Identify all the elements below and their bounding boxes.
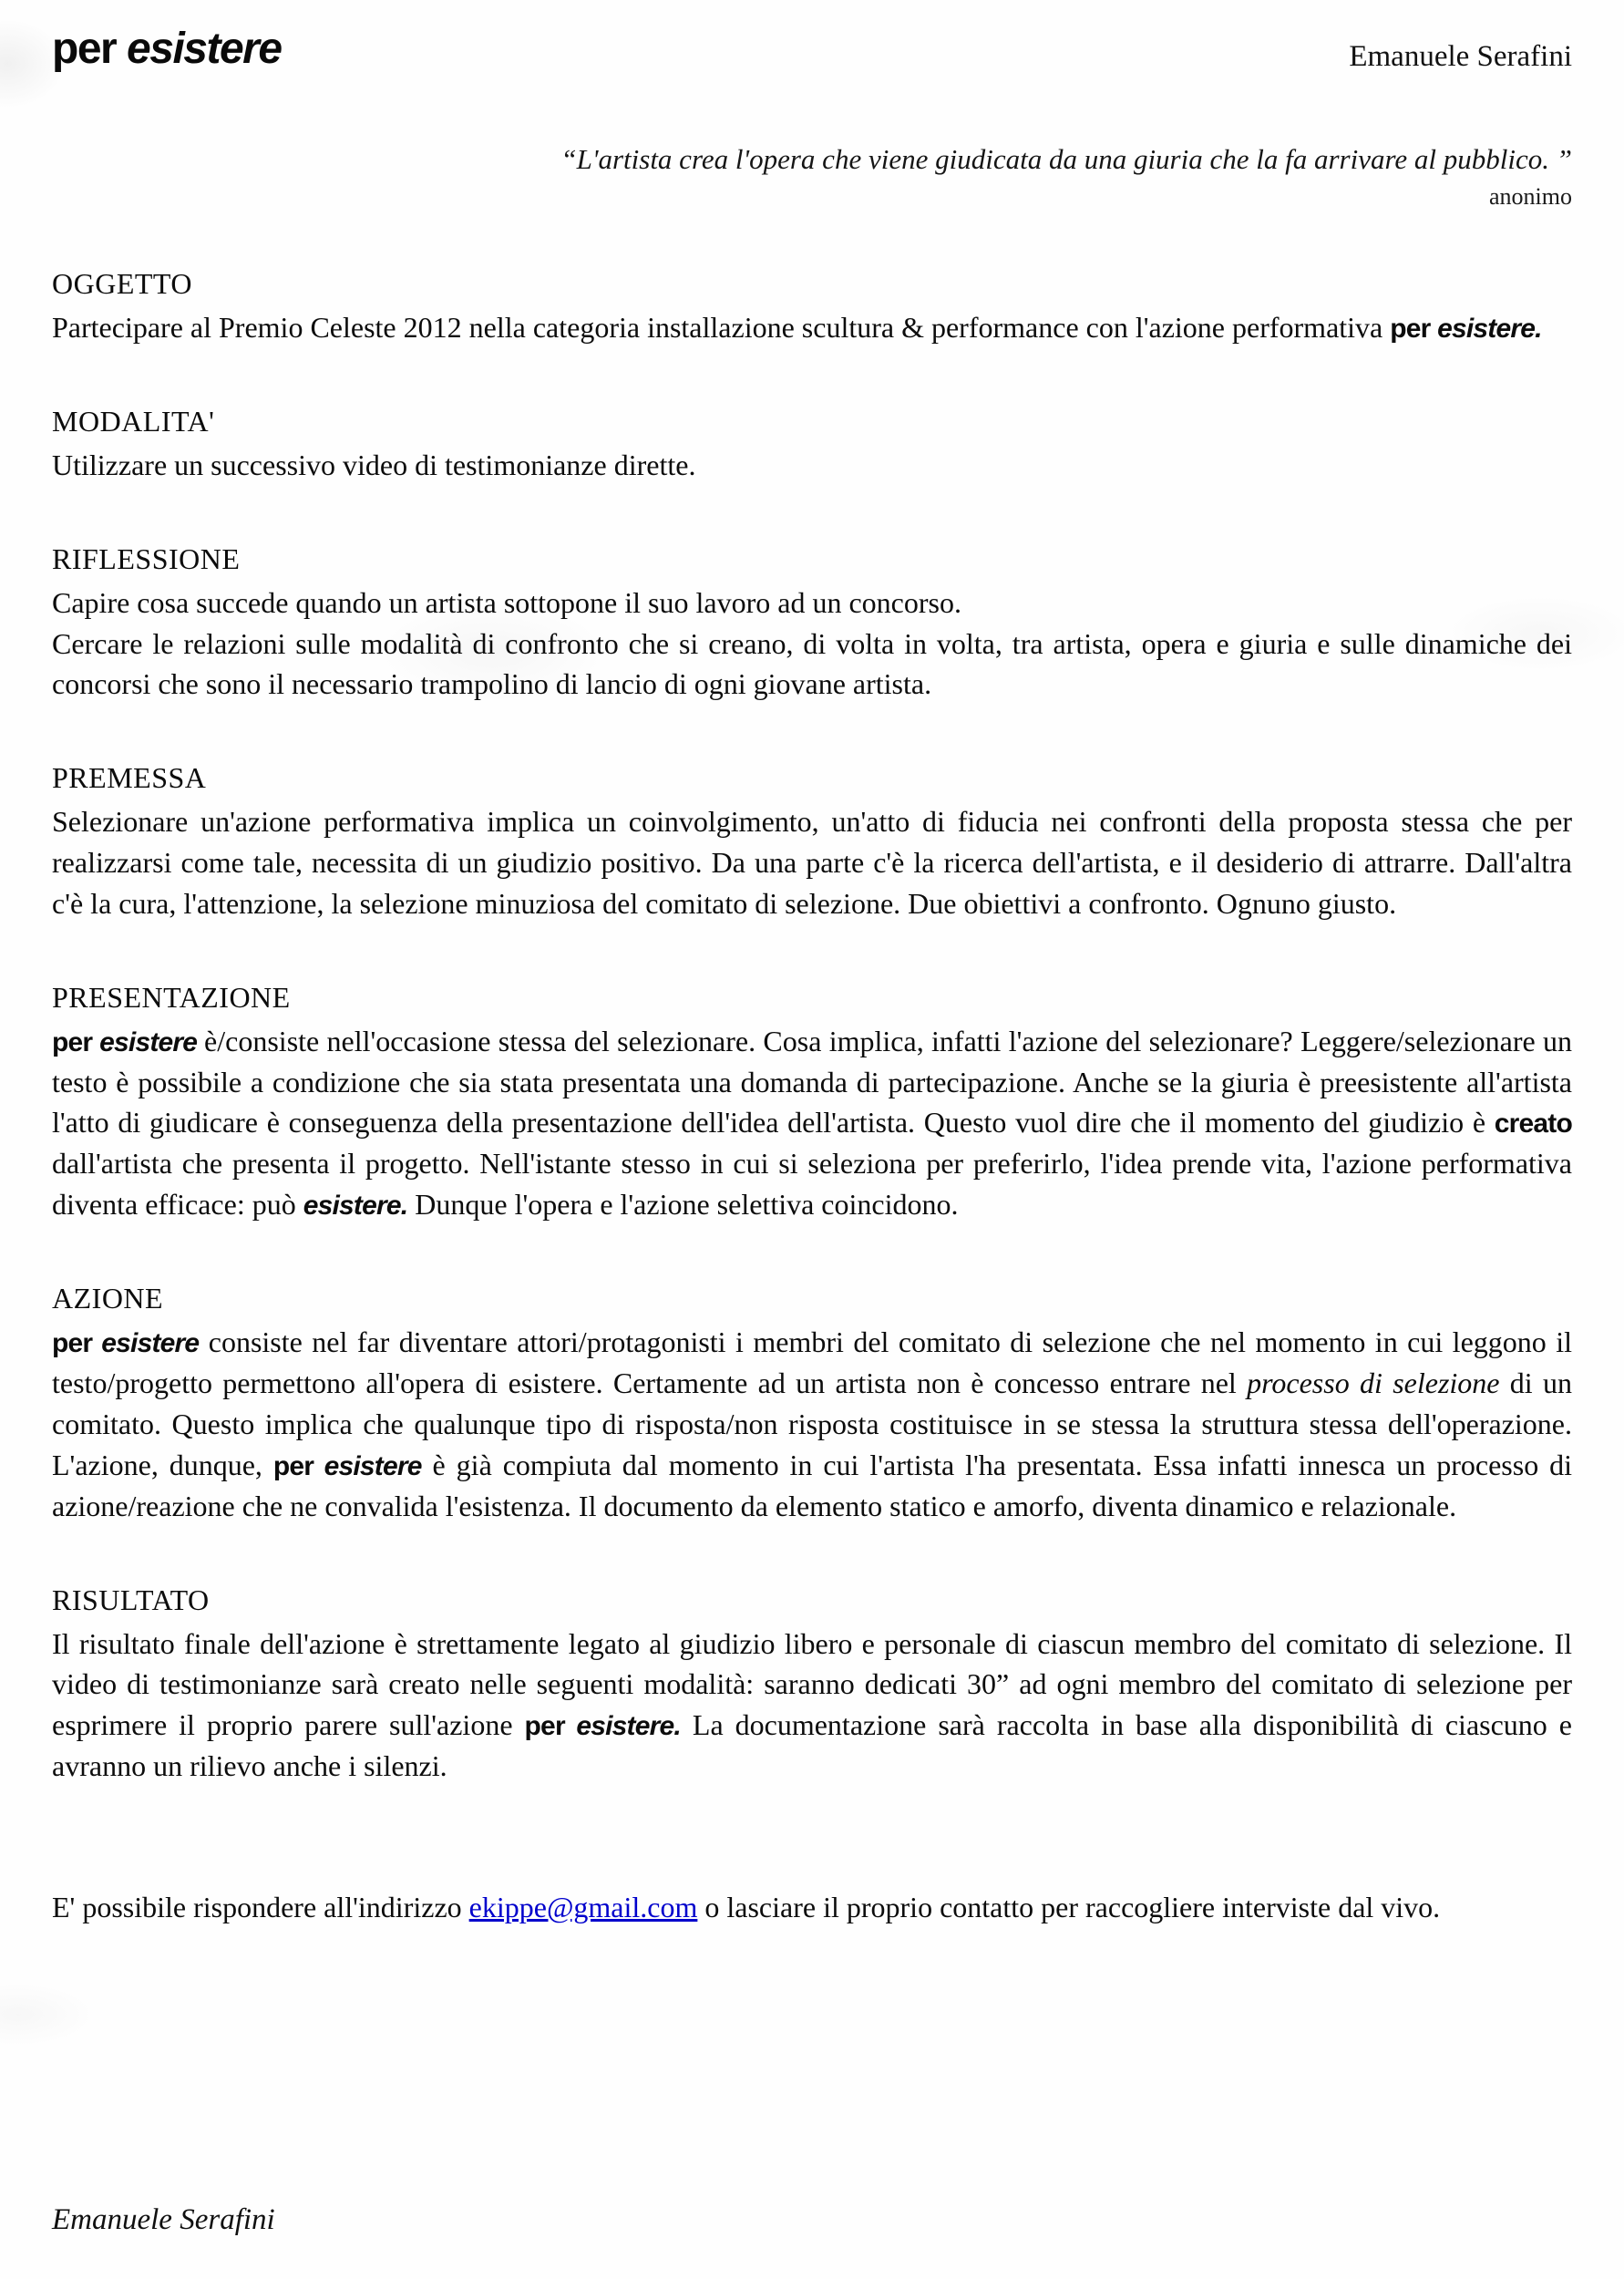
paragraph xyxy=(52,1021,1572,1226)
paragraph xyxy=(52,801,1572,923)
text-run: per xyxy=(52,1026,100,1057)
quote-attribution: anonimo xyxy=(1489,183,1572,210)
text-run: di un comitato. Questo implica che qualunque tipo di risposta/non risposta costituisce in se stessa la struttura stessa dell'operazione. L'azione, dunque, xyxy=(52,1366,1572,1481)
paragraph xyxy=(52,624,1572,706)
text-run: esistere. xyxy=(303,1191,408,1222)
text-run: Utilizzare un successivo video di testimonianze dirette. xyxy=(52,449,696,481)
section xyxy=(52,761,1572,923)
text-run: Dunque l'opera e l'azione selettiva coincidono. xyxy=(407,1188,959,1222)
section-heading: OGGETTO xyxy=(52,267,192,300)
section xyxy=(52,267,1572,348)
text-run: per xyxy=(272,1450,324,1481)
epigraph xyxy=(52,143,1572,211)
section xyxy=(52,405,1572,486)
title-word-esistere: esistere xyxy=(127,25,282,73)
masthead xyxy=(52,26,1572,74)
section xyxy=(52,1282,1572,1526)
text-run: esistere xyxy=(99,1026,205,1057)
text-run: per xyxy=(524,1711,577,1742)
section xyxy=(52,1583,1572,1787)
section xyxy=(52,542,1572,705)
section xyxy=(52,981,1572,1226)
signature: Emanuele Serafini xyxy=(52,2203,275,2236)
text-run: consiste nel far diventare attori/protagonisti i membri del comitato di selezione che nel momento in cui leggono il testo/progetto permettono all'opera di esistere. Certamente ad un artista non è concesso entrare nel xyxy=(52,1325,1572,1400)
text-run: esistere. xyxy=(1437,314,1542,344)
text-run: Partecipare al Premio Celeste 2012 nella categoria installazione scultura & performance con l'azione performativa xyxy=(52,311,1391,344)
paragraph xyxy=(52,445,1572,486)
section-heading: RISULTATO xyxy=(52,1583,210,1616)
section-heading: AZIONE xyxy=(52,1282,164,1315)
page-title xyxy=(52,26,282,74)
text-run: esistere xyxy=(101,1328,200,1359)
text-run: Il risultato finale dell'azione è strettamente legato al giudizio libero e personale di ciascun membro del comitato di selezione. Il video di testimonianze sarà creato nelle seguenti modalità: saranno dedicati 30” ad ogni membro del comitato di selezione per esprimere il proprio parere sull'azione xyxy=(52,1626,1572,1742)
paragraph xyxy=(52,1624,1572,1787)
text-run: esistere. xyxy=(576,1711,681,1742)
document-footer xyxy=(52,2203,1572,2241)
text-run: E' possibile rispondere all'indirizzo xyxy=(52,1890,469,1923)
paragraph xyxy=(52,1887,1572,1928)
text-run: Capire cosa succede quando un artista sottopone il suo lavoro ad un concorso. xyxy=(52,585,961,619)
title-word-per: per xyxy=(52,25,117,73)
section-heading: MODALITA' xyxy=(52,405,215,438)
section-heading: PRESENTAZIONE xyxy=(52,980,291,1014)
section-heading: RIFLESSIONE xyxy=(52,541,241,575)
document-body xyxy=(52,211,1572,1928)
paragraph xyxy=(52,583,1572,624)
section-heading: PREMESSA xyxy=(52,761,207,795)
text-run: La documentazione sarà raccolta in base alla disponibilità di ciascuno e avranno un rilievo anche i silenzi. xyxy=(52,1708,1573,1783)
text-run: dall'artista che presenta il progetto. Nell'istante stesso in cui si seleziona per preferirlo, l'idea prende vita, l'azione performativa diventa efficace: può xyxy=(52,1147,1572,1222)
text-run: Selezionare un'azione performativa implica un coinvolgimento, un'atto di fiducia nei confronti della proposta stessa che per realizzarsi come tale, necessita di un giudizio positivo. Da una parte c'è la ricerca dell'artista, e il desiderio di attrarre. Dall'altra c'è la cura, l'attenzione, la selezione minuziosa del comitato di selezione. Due obiettivi a confronto. Ognuno giusto. xyxy=(52,805,1572,920)
text-run: esistere xyxy=(324,1450,422,1481)
text-run: è già compiuta dal momento in cui l'artista l'ha presentata. Essa infatti innesca un processo di azione/reazione che ne convalida l'esistenza. Il documento da elemento statico e amorfo, diventa dinamico e relazionale. xyxy=(52,1448,1573,1522)
text-run: per xyxy=(1390,314,1438,344)
text-run: o lasciare il proprio contatto per raccogliere interviste dal vivo. xyxy=(697,1890,1441,1923)
text-run: Cercare le relazioni sulle modalità di confronto che si creano, di volta in volta, tra artista, opera e giuria e sulle dinamiche dei concorsi che sono il necessario trampolino di lancio di ogni giovane artista. xyxy=(52,626,1572,701)
text-run: creato xyxy=(1494,1109,1572,1140)
paragraph xyxy=(52,307,1572,348)
section xyxy=(52,1887,1572,1928)
quote-text: “L'artista crea l'opera che viene giudicata da una giuria che la fa arrivare al pubblico. ” xyxy=(560,143,1572,175)
author-name: Emanuele Serafini xyxy=(1349,40,1572,73)
text-run: è/consiste nell'occasione stessa del selezionare. Cosa implica, infatti l'azione del selezionare? Leggere/selezionare un testo è possibile a condizione che sia stata presentata una domanda di partecipazione. Anche se la giuria è preesistente all'artista l'atto di giudicare è conseguenza della presentazione dell'idea dell'artista. Questo vuol dire che il momento del giudizio è xyxy=(52,1024,1573,1140)
text-run: processo di selezione xyxy=(1247,1366,1500,1400)
email-link[interactable]: ekippe@gmail.com xyxy=(468,1890,698,1923)
paragraph xyxy=(52,1322,1572,1526)
text-run: per xyxy=(52,1328,102,1359)
